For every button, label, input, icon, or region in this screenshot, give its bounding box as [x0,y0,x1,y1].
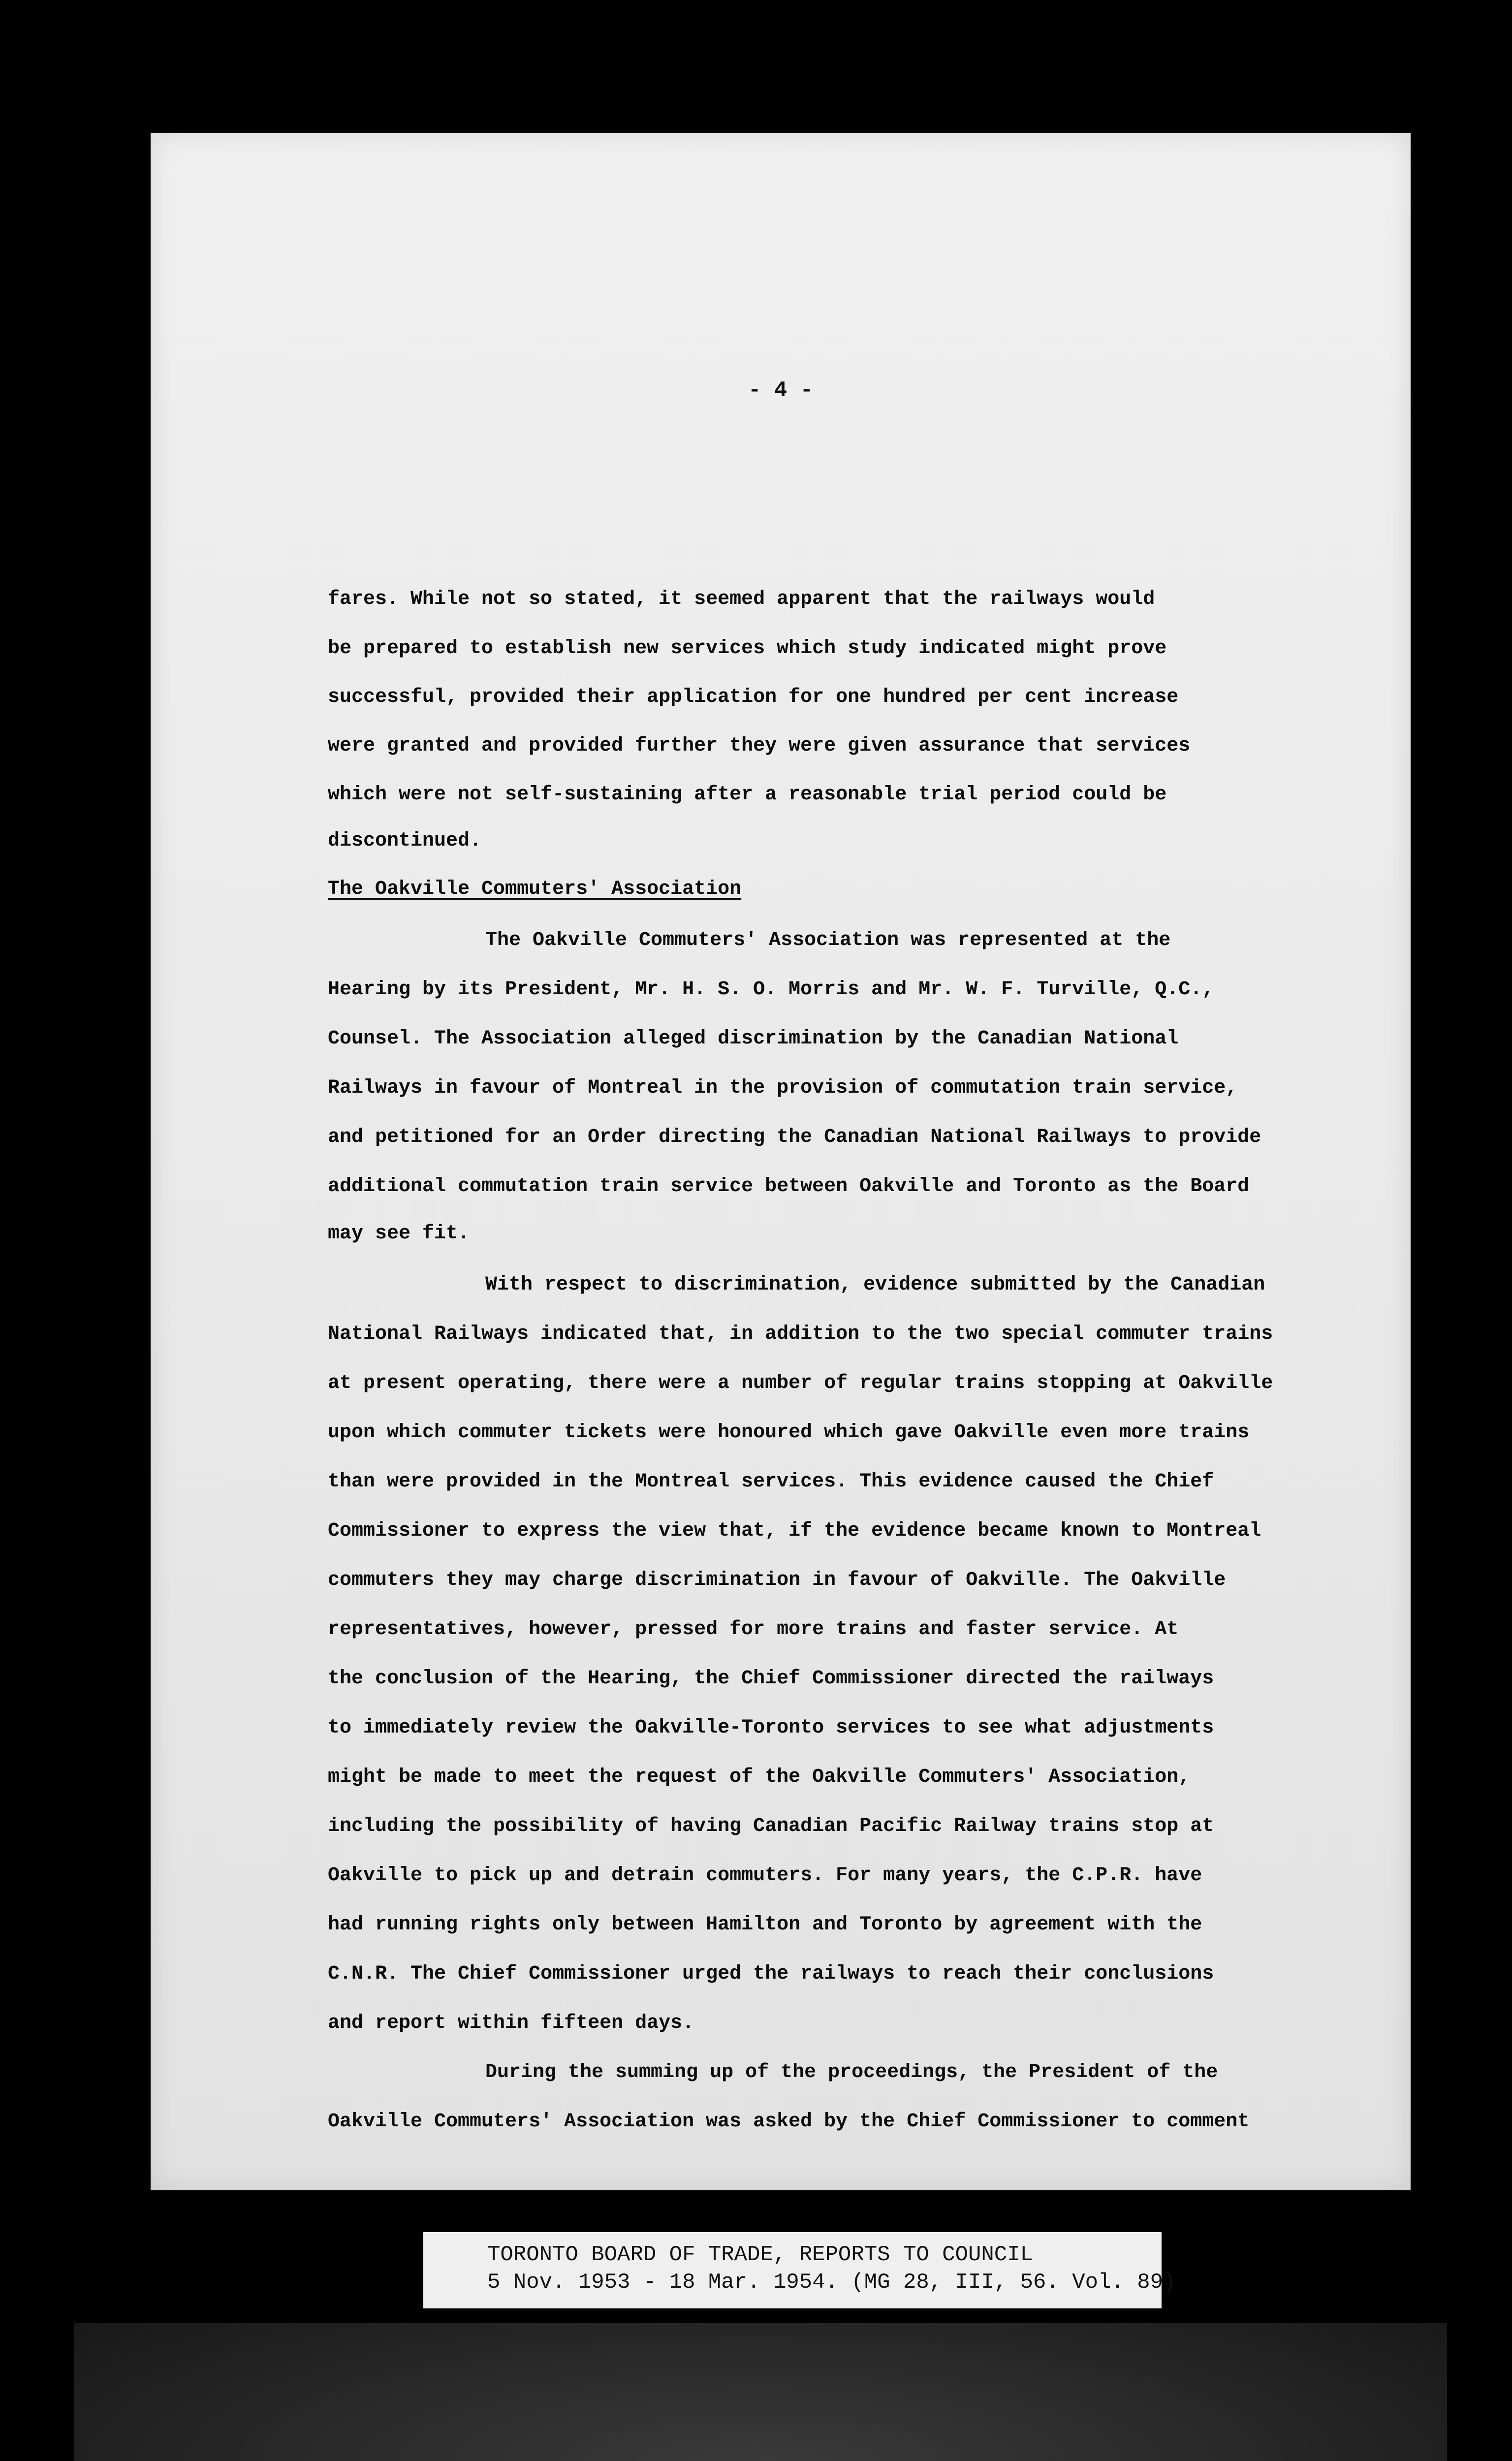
body-line: than were provided in the Montreal services. This evidence caused the Chief [328,1471,1214,1493]
body-line: may see fit. [328,1223,470,1245]
body-line: at present operating, there were a number of regular trains stopping at Oakville [328,1372,1273,1394]
body-line: and report within fifteen days. [328,2012,694,2034]
body-line: which were not self-sustaining after a reasonable trial period could be [328,784,1167,806]
body-line: National Railways indicated that, in addition to the two special commuter trains [328,1323,1273,1345]
page-number: - 4 - [748,378,814,403]
body-line: Commissioner to express the view that, if the evidence became known to Montreal [328,1520,1261,1542]
document-page [151,133,1411,2190]
body-line: With respect to discrimination, evidence submitted by the Canadian [485,1274,1265,1296]
body-line: Hearing by its President, Mr. H. S. O. Morris and Mr. W. F. Turville, Q.C., [328,978,1214,1001]
body-line: commuters they may charge discrimination in favour of Oakville. The Oakville [328,1569,1226,1591]
body-line: successful, provided their application for one hundred per cent increase [328,686,1179,708]
body-line: discontinued. [328,830,482,852]
body-line: The Oakville Commuters' Association was represented at the [485,929,1171,951]
archive-stamp-area [74,2323,1447,2461]
body-line: fares. While not so stated, it seemed apparent that the railways would [328,588,1155,610]
archive-label [423,2232,1176,2308]
body-line: were granted and provided further they were given assurance that services [328,735,1191,757]
body-line: additional commutation train service between Oakville and Toronto as the Board [328,1175,1250,1198]
archive-label-line1: TORONTO BOARD OF TRADE, REPORTS TO COUNCIL [487,2242,1033,2267]
body-line: Oakville Commuters' Association was asked by the Chief Commissioner to comment [328,2111,1250,2133]
body-line: be prepared to establish new services which study indicated might prove [328,637,1167,660]
archive-label-line2: 5 Nov. 1953 - 18 Mar. 1954. (MG 28, III, 56. Vol. 89) [487,2270,1176,2295]
body-line: and petitioned for an Order directing the Canadian National Railways to provide [328,1126,1261,1148]
body-line: Oakville to pick up and detrain commuters. For many years, the C.P.R. have [328,1864,1202,1887]
body-line: representatives, however, pressed for more trains and faster service. At [328,1618,1179,1641]
section-heading: The Oakville Commuters' Association [328,878,742,900]
body-line: upon which commuter tickets were honoured which gave Oakville even more trains [328,1421,1250,1444]
body-line: to immediately review the Oakville-Toronto services to see what adjustments [328,1717,1214,1739]
body-line: the conclusion of the Hearing, the Chief Commissioner directed the railways [328,1668,1214,1690]
body-line: During the summing up of the proceedings, the President of the [485,2061,1218,2083]
body-line: might be made to meet the request of the Oakville Commuters' Association, [328,1766,1191,1788]
body-line: Counsel. The Association alleged discrimination by the Canadian National [328,1028,1179,1050]
body-line: had running rights only between Hamilton and Toronto by agreement with the [328,1914,1202,1936]
body-line: including the possibility of having Canadian Pacific Railway trains stop at [328,1815,1214,1837]
body-line: C.N.R. The Chief Commissioner urged the railways to reach their conclusions [328,1963,1214,1985]
body-line: Railways in favour of Montreal in the provision of commutation train service, [328,1077,1238,1099]
